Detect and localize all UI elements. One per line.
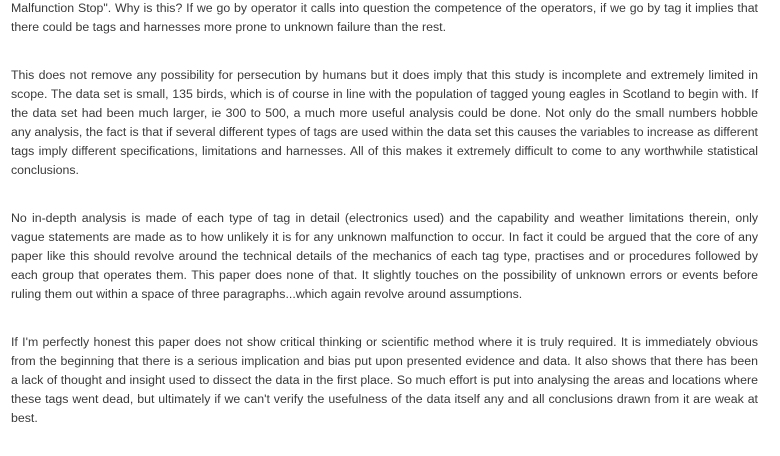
paragraph-conclusion: If I'm perfectly honest this paper does not show critical thinking or scientific method where it is truly required. It is immediately obvious from the beginning that there is a serious implication and bias put upon presented evidence and data. It also shows that there has been a lack of thought and insight used to dissect the data in the first place. So much effort is put into analysing the areas and locations where these tags went dead, but ultimately if we can't verify the usefulness of the data itself any and all conclusions drawn from it are weak at best. [11, 335, 758, 425]
paragraph-study-scope: This does not remove any possibility for persecution by humans but it does imply that this study is incomplete and extremely limited in scope. The data set is small, 135 birds, which is of course in line with the population of tagged young eagles in Scotland to begin with. If the data set had been much larger, ie 300 to 500, a much more useful analysis could be done. Not only do the small numbers hobble any analysis, the fact is that if several different types of tags are used within the data set this causes the variables to increase as different tags imply different specifications, limitations and harnesses. All of this makes it extremely difficult to come to any worthwhile statistical conclusions. [11, 68, 758, 177]
paragraph-malfunction-stop: Malfunction Stop". Why is this? If we go by operator it calls into question the competence of the operators, if we go by tag it implies that there could be tags and harnesses more prone to unknown failure than the rest. [11, 1, 758, 34]
document-body [11, 0, 758, 428]
paragraph-tag-analysis: No in-depth analysis is made of each type of tag in detail (electronics used) and the capability and weather limitations therein, only vague statements are made as to how unlikely it is for any unknown malfunction to occur. In fact it could be argued that the core of any paper like this should revolve around the technical details of the mechanics of each tag type, practises and or procedures followed by each group that operates them. This paper does none of that. It slightly touches on the possibility of unknown errors or events before ruling them out within a space of three paragraphs...which again revolve around assumptions. [11, 211, 758, 301]
